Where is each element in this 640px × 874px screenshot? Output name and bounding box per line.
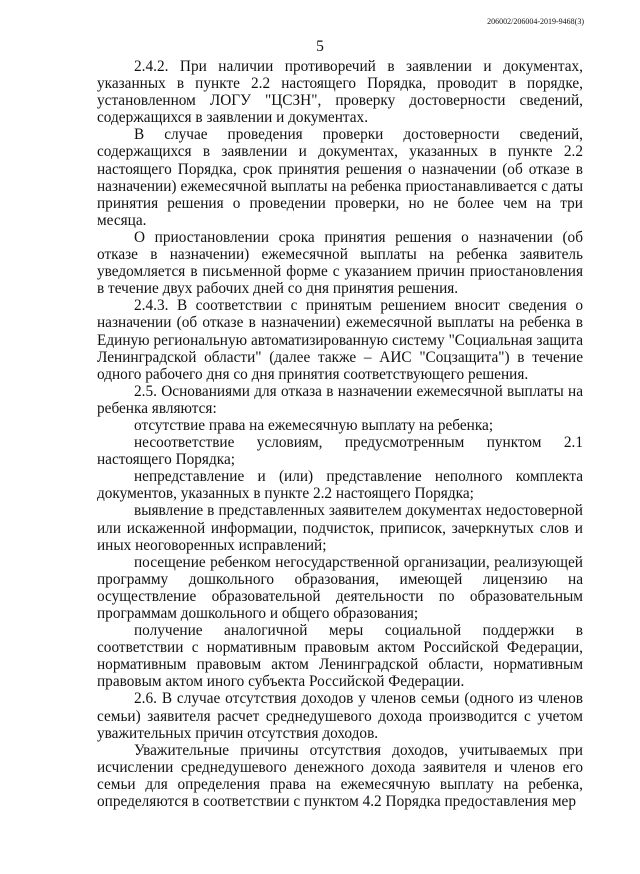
paragraph-2-5: 2.5. Основаниями для отказа в назначении ежемесячной выплаты на ребенка являются: — [97, 382, 583, 417]
paragraph-valid-reasons: Уважительные причины отсутствия доходов, учитываемых при исчислении среднедушевого денежного дохода заявителя и членов его семьи для определения права на ежемесячную выплату на ребенка, определяются в соответствии с пунктом 4.2 Порядка предоставления мер — [97, 741, 583, 811]
paragraph-2-4-3: 2.4.3. В соответствии с принятым решением вносит сведения о назначении (об отказе в назначении) ежемесячной выплаты на ребенка в Единую региональную автоматизированную систему "Социальная защита Ленинградской области" (далее также – АИС "Соцзащита") в течение одного рабочего дня со дня принятия соответствующего решения. — [97, 297, 583, 383]
paragraph-2-4-2: 2.4.2. При наличии противоречий в заявлении и документах, указанных в пункте 2.2 настоящего Порядка, проводит в порядке, установленном ЛОГУ "ЦСЗН", проверку достоверности сведений, содержащихся в заявлении и документах. — [97, 58, 583, 127]
page-number: 5 — [316, 38, 324, 55]
list-item: посещение ребенком негосударственной организации, реализующей программу дошкольного образования, имеющей лицензию на осуществление образовательной деятельности по образовательным программам дошкольного и общего образования; — [97, 553, 583, 622]
list-item: отсутствие права на ежемесячную выплату на ребенка; — [134, 416, 494, 434]
document-body — [97, 58, 583, 810]
list-item: несоответствие условиям, предусмотренным пунктом 2.1 настоящего Порядка; — [97, 434, 583, 469]
paragraph-suspension-notice: О приостановлении срока принятия решения о назначении (об отказе в назначении) ежемесячной выплаты на ребенка заявитель уведомляется в письменной форме с указанием причин приостановления в течение двух рабочих дней со дня принятия решения. — [97, 228, 583, 298]
list-item: выявление в представленных заявителем документах недостоверной или искаженной информации, подчисток, приписок, зачеркнутых слов и иных неоговоренных исправлений; — [97, 502, 583, 554]
list-item: непредставление и (или) представление неполного комплекта документов, указанных в пункте 2.2 настоящего Порядка; — [97, 468, 583, 503]
paragraph-verification: В случае проведения проверки достоверности сведений, содержащихся в заявлении и документах, указанных в пункте 2.2 настоящего Порядка, срок принятия решения о назначении (об отказе в назначении) ежемесячной выплаты на ребенка приостанавливается с даты принятия решения о проведении проверки, но не более чем на три месяца. — [97, 126, 583, 229]
list-item: получение аналогичной меры социальной поддержки в соответствии с нормативным правовым актом Российской Федерации, нормативным правовым актом Ленинградской области, нормативным правовым актом иного субъекта Российской Федерации. — [97, 622, 583, 691]
document-number: 206002/206004-2019-9468(3) — [487, 17, 584, 26]
paragraph-2-6: 2.6. В случае отсутствия доходов у членов семьи (одного из членов семьи) заявителя расчет среднедушевого дохода производится с учетом уважительных причин отсутствия доходов. — [97, 690, 583, 742]
